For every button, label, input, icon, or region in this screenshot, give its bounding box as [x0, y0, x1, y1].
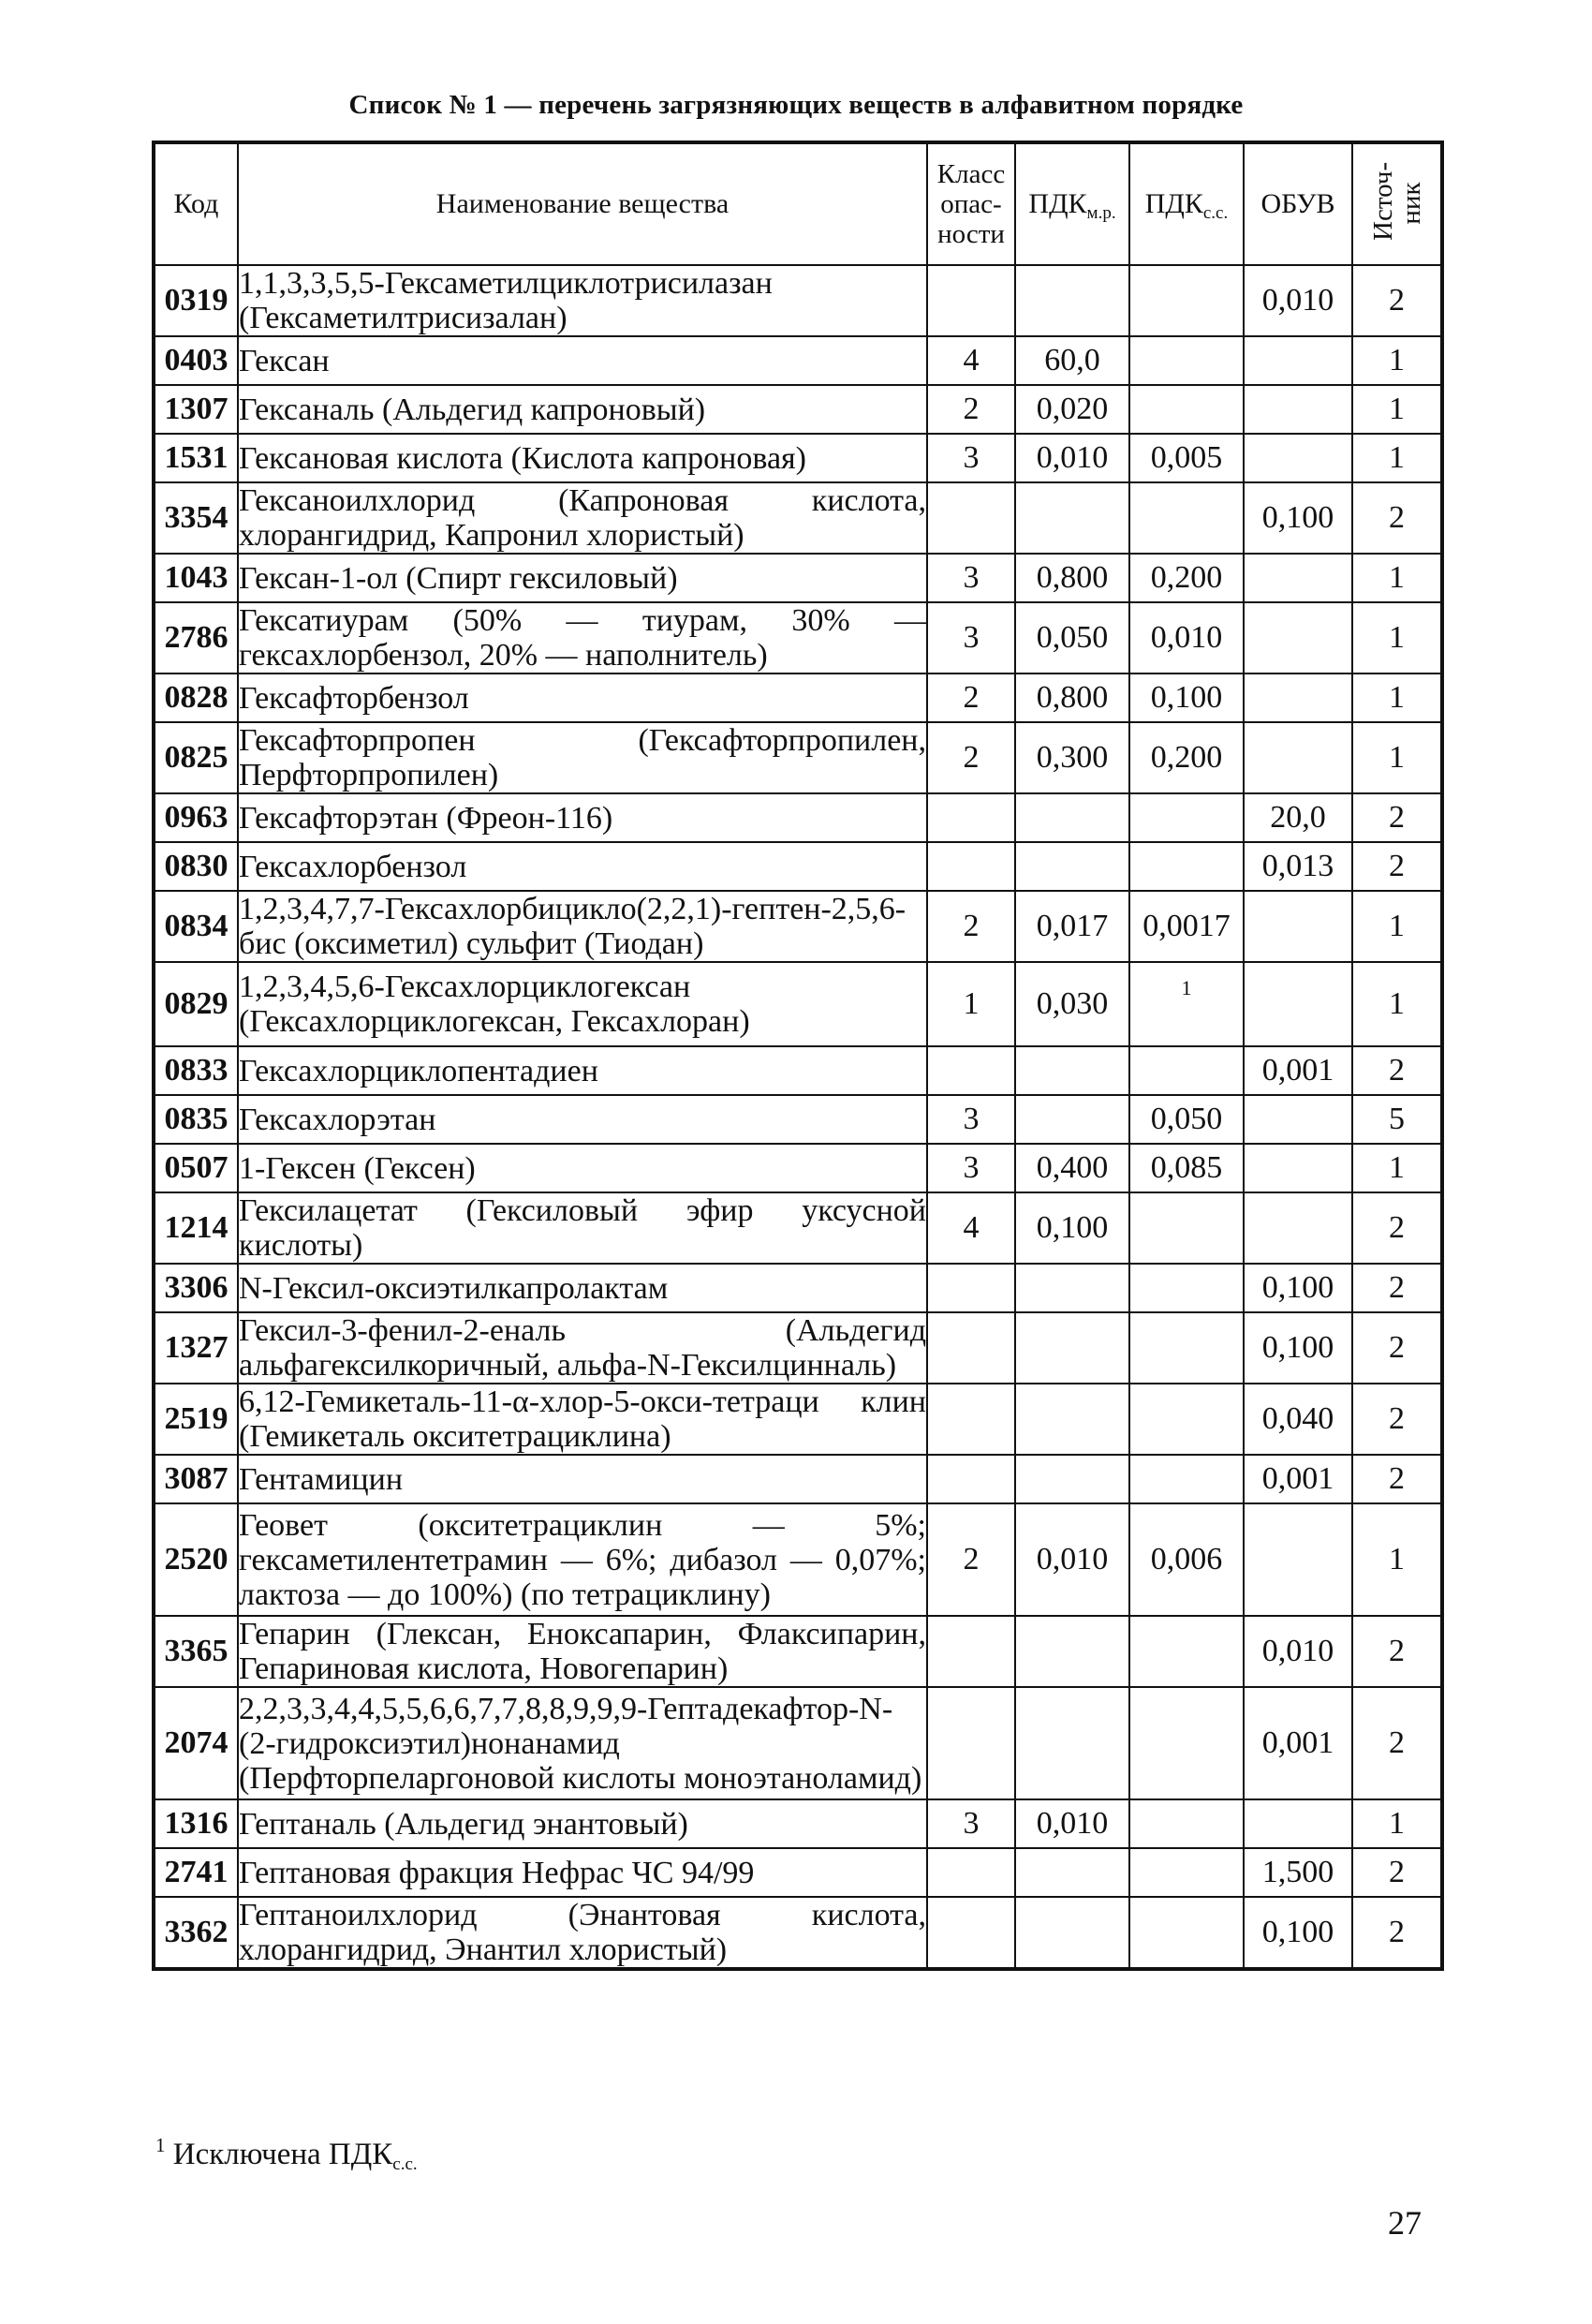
cell-source: 2 [1352, 1264, 1442, 1312]
table-row [154, 962, 1442, 1046]
header-source-text: Источ- ник [1367, 161, 1426, 241]
cell-code: 1043 [154, 554, 238, 602]
cell-name: Гексатиурам (50% — тиурам, 30% — гексахлорбензол, 20% — наполнитель) [239, 603, 926, 673]
cell-hazard-class: 2 [927, 674, 1015, 722]
cell-hazard-class: 3 [927, 1144, 1015, 1192]
cell-code: 3362 [154, 1897, 238, 1969]
cell-name: 6,12-Гемикеталь-11-α-хлор-5-окси-тетраци клин (Гемикеталь окситетрациклина) [239, 1384, 926, 1454]
cell-hazard-class: 3 [927, 602, 1015, 674]
list-title: Список № 1 — перечень загрязняющих веществ в алфавитном порядке [348, 90, 1244, 120]
cell-pdk-ss [1129, 1897, 1244, 1969]
header-obuv: ОБУВ [1244, 142, 1352, 265]
cell-source: 2 [1352, 482, 1442, 554]
cell-name: 1,2,3,4,7,7-Гексахлорбицикло(2,2,1)-гептен-2,5,6-бис (оксиметил) сульфит (Тиодан) [238, 891, 927, 962]
cell-obuv [1244, 385, 1352, 434]
cell-obuv [1244, 1503, 1352, 1616]
cell-source: 2 [1352, 1192, 1442, 1264]
table-body [154, 265, 1442, 1969]
cell-obuv: 0,001 [1244, 1046, 1352, 1095]
cell-obuv: 0,100 [1244, 482, 1352, 554]
cell-source: 2 [1352, 1046, 1442, 1095]
header-pdk-mr-sub: м.р. [1086, 203, 1116, 223]
header-pdk-ss-text: ПДК [1144, 188, 1203, 219]
cell-hazard-class: 2 [927, 722, 1015, 793]
cell-hazard-class [927, 1046, 1015, 1095]
cell-name: Гептаноилхлорид (Энантовая кислота, хлорангидрид, Энантил хлористый) [239, 1898, 926, 1967]
cell-obuv: 0,013 [1244, 842, 1352, 891]
cell-pdk-mr [1015, 793, 1129, 842]
cell-pdk-ss [1129, 265, 1244, 336]
cell-pdk-mr [1015, 1455, 1129, 1503]
cell-pdk-ss [1129, 336, 1244, 385]
cell-name: 1-Гексен (Гексен) [238, 1144, 927, 1192]
cell-hazard-class: 2 [927, 385, 1015, 434]
cell-pdk-mr: 0,400 [1015, 1144, 1129, 1192]
cell-obuv: 0,001 [1244, 1687, 1352, 1799]
cell-code: 0833 [154, 1046, 238, 1095]
cell-name: Геовет (окситетрациклин — 5%; гексаметилентетрамин — 6%; дибазол — 0,07%; лактоза — до 100%) (по тетрациклину) [238, 1503, 927, 1616]
cell-source: 2 [1352, 1312, 1442, 1384]
table-row [154, 793, 1442, 842]
table-row [154, 1384, 1442, 1455]
footnote-text: Исключена ПДК [172, 2138, 393, 2171]
cell-pdk-ss: 0,100 [1129, 674, 1244, 722]
cell-obuv [1244, 1144, 1352, 1192]
cell-pdk-mr: 0,010 [1015, 434, 1129, 482]
cell-pdk-ss: 0,200 [1129, 554, 1244, 602]
cell-obuv [1244, 434, 1352, 482]
footnote-sub: с.с. [392, 2154, 418, 2174]
cell-source: 2 [1352, 1384, 1442, 1455]
cell-obuv: 0,100 [1244, 1264, 1352, 1312]
table-row [154, 1455, 1442, 1503]
cell-pdk-mr [1015, 1848, 1129, 1897]
cell-pdk-mr [1015, 1312, 1129, 1384]
header-name: Наименование вещества [238, 142, 927, 265]
cell-source: 2 [1352, 1848, 1442, 1897]
cell-obuv [1244, 962, 1352, 1046]
cell-pdk-ss: 0,005 [1129, 434, 1244, 482]
cell-hazard-class [927, 1264, 1015, 1312]
table-row [154, 1848, 1442, 1897]
cell-pdk-ss [1129, 1455, 1244, 1503]
cell-source: 1 [1352, 1503, 1442, 1616]
cell-source: 2 [1352, 793, 1442, 842]
cell-code: 2074 [154, 1687, 238, 1799]
cell-hazard-class [927, 1687, 1015, 1799]
cell-code: 1327 [154, 1312, 238, 1384]
cell-code: 0835 [154, 1095, 238, 1144]
cell-obuv: 0,010 [1244, 265, 1352, 336]
cell-pdk-mr [1015, 1264, 1129, 1312]
header-pdk-ss-sub: с.с. [1202, 203, 1229, 223]
header-row [154, 142, 1442, 265]
table-row [154, 554, 1442, 602]
cell-pdk-ss [1129, 1848, 1244, 1897]
cell-hazard-class [927, 1384, 1015, 1455]
cell-code: 2519 [154, 1384, 238, 1455]
cell-hazard-class [927, 265, 1015, 336]
cell-pdk-ss [1129, 1264, 1244, 1312]
cell-code: 3306 [154, 1264, 238, 1312]
cell-name: 2,2,3,3,4,4,5,5,6,6,7,7,8,8,9,9,9-Гептадекафтор-N-(2-гидроксиэтил)нонанамид (Перфторпеларгоновой кислоты моноэтаноламид) [238, 1687, 927, 1799]
cell-name: Гексахлорбензол [238, 842, 927, 891]
cell-hazard-class [927, 482, 1015, 554]
cell-pdk-mr [1015, 1384, 1129, 1455]
cell-hazard-class: 3 [927, 434, 1015, 482]
table-row [154, 722, 1442, 793]
cell-obuv [1244, 674, 1352, 722]
cell-hazard-class: 3 [927, 1799, 1015, 1848]
cell-name: Гексаноилхлорид (Капроновая кислота, хлорангидрид, Капронил хлористый) [239, 483, 926, 553]
cell-code: 0319 [154, 265, 238, 336]
table-row [154, 1687, 1442, 1799]
substances-table [152, 141, 1444, 1971]
cell-source: 2 [1352, 1897, 1442, 1969]
cell-pdk-mr [1015, 1046, 1129, 1095]
table-row [154, 1897, 1442, 1969]
cell-pdk-mr: 0,020 [1015, 385, 1129, 434]
table-row [154, 336, 1442, 385]
cell-pdk-mr: 0,017 [1015, 891, 1129, 962]
cell-obuv: 0,040 [1244, 1384, 1352, 1455]
cell-hazard-class [927, 1455, 1015, 1503]
cell-obuv: 20,0 [1244, 793, 1352, 842]
cell-obuv [1244, 1799, 1352, 1848]
cell-pdk-ss: 0,200 [1129, 722, 1244, 793]
cell-code: 0963 [154, 793, 238, 842]
cell-pdk-mr: 0,010 [1015, 1503, 1129, 1616]
cell-pdk-mr: 60,0 [1015, 336, 1129, 385]
cell-source: 1 [1352, 602, 1442, 674]
cell-obuv: 1,500 [1244, 1848, 1352, 1897]
cell-name: Гексафторпропен (Гексафторпропилен, Перфторпропилен) [239, 723, 926, 792]
cell-source: 1 [1352, 1799, 1442, 1848]
cell-name: 1,2,3,4,5,6-Гексахлорциклогексан (Гексахлорциклогексан, Гексахлоран) [238, 962, 927, 1046]
cell-code: 0829 [154, 962, 238, 1046]
cell-pdk-mr [1015, 1897, 1129, 1969]
cell-name: Гексилацетат (Гексиловый эфир уксусной кислоты) [239, 1193, 926, 1263]
cell-source: 1 [1352, 722, 1442, 793]
cell-code: 0825 [154, 722, 238, 793]
cell-pdk-mr [1015, 265, 1129, 336]
cell-obuv: 0,010 [1244, 1616, 1352, 1687]
cell-hazard-class: 3 [927, 554, 1015, 602]
table-row [154, 891, 1442, 962]
cell-source: 2 [1352, 265, 1442, 336]
cell-obuv [1244, 1192, 1352, 1264]
page-number: 27 [1388, 2204, 1422, 2242]
cell-obuv [1244, 1095, 1352, 1144]
cell-source: 1 [1352, 385, 1442, 434]
cell-name: 1,1,3,3,5,5-Гексаметилциклотрисилазан (Гексаметилтрисизалан) [238, 265, 927, 336]
cell-code: 3087 [154, 1455, 238, 1503]
header-pdk-ss [1129, 142, 1244, 265]
cell-pdk-ss: 0,006 [1129, 1503, 1244, 1616]
cell-pdk-ss [1129, 482, 1244, 554]
table-row [154, 1095, 1442, 1144]
cell-hazard-class [927, 842, 1015, 891]
table-row [154, 1616, 1442, 1687]
cell-obuv [1244, 336, 1352, 385]
cell-pdk-ss: 0,0017 [1129, 891, 1244, 962]
table-row [154, 1046, 1442, 1095]
table-row [154, 842, 1442, 891]
cell-code: 2520 [154, 1503, 238, 1616]
header-code: Код [154, 142, 238, 265]
cell-name: Гентамицин [238, 1455, 927, 1503]
footnote-mark: 1 [155, 2134, 166, 2156]
cell-obuv [1244, 891, 1352, 962]
cell-pdk-mr: 0,800 [1015, 554, 1129, 602]
cell-source: 1 [1352, 434, 1442, 482]
cell-hazard-class: 4 [927, 1192, 1015, 1264]
header-source [1352, 142, 1442, 265]
cell-name: Гепарин (Глексан, Еноксапарин, Флаксипарин, Гепариновая кислота, Новогепарин) [239, 1617, 926, 1686]
cell-hazard-class [927, 1848, 1015, 1897]
cell-name: Гептаналь (Альдегид энантовый) [238, 1799, 927, 1848]
header-pdk-mr [1015, 142, 1129, 265]
cell-code: 0507 [154, 1144, 238, 1192]
cell-hazard-class: 4 [927, 336, 1015, 385]
cell-source: 2 [1352, 1455, 1442, 1503]
cell-name: Гексахлорциклопентадиен [238, 1046, 927, 1095]
cell-pdk-mr: 0,010 [1015, 1799, 1129, 1848]
cell-obuv: 0,100 [1244, 1312, 1352, 1384]
table-row [154, 1312, 1442, 1384]
cell-pdk-mr: 0,050 [1015, 602, 1129, 674]
table-row [154, 1799, 1442, 1848]
table-row [154, 1144, 1442, 1192]
cell-pdk-mr: 0,100 [1015, 1192, 1129, 1264]
cell-source: 2 [1352, 1616, 1442, 1687]
header-pdk-mr-text: ПДК [1028, 188, 1087, 219]
cell-source: 1 [1352, 891, 1442, 962]
cell-pdk-mr: 0,800 [1015, 674, 1129, 722]
cell-pdk-ss [1129, 1384, 1244, 1455]
footnote [155, 2134, 418, 2174]
cell-source: 1 [1352, 1144, 1442, 1192]
cell-pdk-ss [1129, 1799, 1244, 1848]
cell-hazard-class: 2 [927, 891, 1015, 962]
cell-pdk-mr: 0,300 [1015, 722, 1129, 793]
cell-hazard-class: 2 [927, 1503, 1015, 1616]
cell-name: Гексан [238, 336, 927, 385]
cell-name: Гексановая кислота (Кислота капроновая) [238, 434, 927, 482]
cell-code: 2741 [154, 1848, 238, 1897]
cell-pdk-ss: 1 [1129, 962, 1244, 1046]
cell-source: 1 [1352, 674, 1442, 722]
cell-hazard-class: 1 [927, 962, 1015, 1046]
cell-obuv [1244, 602, 1352, 674]
table-row [154, 674, 1442, 722]
cell-source: 1 [1352, 336, 1442, 385]
cell-pdk-ss [1129, 385, 1244, 434]
table-row [154, 602, 1442, 674]
cell-pdk-mr [1015, 482, 1129, 554]
cell-code: 1307 [154, 385, 238, 434]
cell-code: 1316 [154, 1799, 238, 1848]
table-row [154, 1192, 1442, 1264]
cell-pdk-ss [1129, 842, 1244, 891]
cell-name: Гексафторэтан (Фреон-116) [238, 793, 927, 842]
cell-source: 1 [1352, 554, 1442, 602]
cell-pdk-ss: 0,050 [1129, 1095, 1244, 1144]
cell-name: Гексахлорэтан [238, 1095, 927, 1144]
cell-pdk-ss: 0,010 [1129, 602, 1244, 674]
cell-name: Гексил-3-фенил-2-еналь (Альдегид альфагексилкоричный, альфа-N-Гексилцинналь) [239, 1313, 926, 1383]
table-row [154, 482, 1442, 554]
cell-pdk-ss: 0,085 [1129, 1144, 1244, 1192]
cell-name: N-Гексил-оксиэтилкапролактам [238, 1264, 927, 1312]
cell-hazard-class: 3 [927, 1095, 1015, 1144]
cell-pdk-ss [1129, 1192, 1244, 1264]
cell-source: 2 [1352, 842, 1442, 891]
table-row [154, 1264, 1442, 1312]
cell-pdk-ss [1129, 1616, 1244, 1687]
table-row [154, 434, 1442, 482]
cell-code: 3365 [154, 1616, 238, 1687]
cell-code: 0828 [154, 674, 238, 722]
cell-hazard-class [927, 1616, 1015, 1687]
table-row [154, 385, 1442, 434]
cell-pdk-mr [1015, 1616, 1129, 1687]
cell-obuv: 0,001 [1244, 1455, 1352, 1503]
header-hazard-class: Класс опас- ности [927, 142, 1015, 265]
cell-code: 0830 [154, 842, 238, 891]
cell-hazard-class [927, 1897, 1015, 1969]
cell-pdk-ss [1129, 1312, 1244, 1384]
cell-hazard-class [927, 793, 1015, 842]
cell-pdk-mr: 0,030 [1015, 962, 1129, 1046]
cell-pdk-ss [1129, 1046, 1244, 1095]
cell-code: 1531 [154, 434, 238, 482]
cell-obuv [1244, 554, 1352, 602]
cell-pdk-ss [1129, 793, 1244, 842]
cell-code: 0403 [154, 336, 238, 385]
cell-source: 5 [1352, 1095, 1442, 1144]
cell-code: 2786 [154, 602, 238, 674]
table-row [154, 265, 1442, 336]
cell-pdk-mr [1015, 1095, 1129, 1144]
cell-name: Гептановая фракция Нефрас ЧС 94/99 [238, 1848, 927, 1897]
cell-code: 1214 [154, 1192, 238, 1264]
cell-name: Гексафторбензол [238, 674, 927, 722]
cell-pdk-ss [1129, 1687, 1244, 1799]
cell-pdk-mr [1015, 842, 1129, 891]
cell-name: Гексаналь (Альдегид капроновый) [238, 385, 927, 434]
cell-hazard-class [927, 1312, 1015, 1384]
cell-obuv: 0,100 [1244, 1897, 1352, 1969]
table-row [154, 1503, 1442, 1616]
cell-name: Гексан-1-ол (Спирт гексиловый) [238, 554, 927, 602]
cell-source: 2 [1352, 1687, 1442, 1799]
cell-code: 0834 [154, 891, 238, 962]
cell-code: 3354 [154, 482, 238, 554]
cell-pdk-mr [1015, 1687, 1129, 1799]
cell-obuv [1244, 722, 1352, 793]
cell-source: 1 [1352, 962, 1442, 1046]
